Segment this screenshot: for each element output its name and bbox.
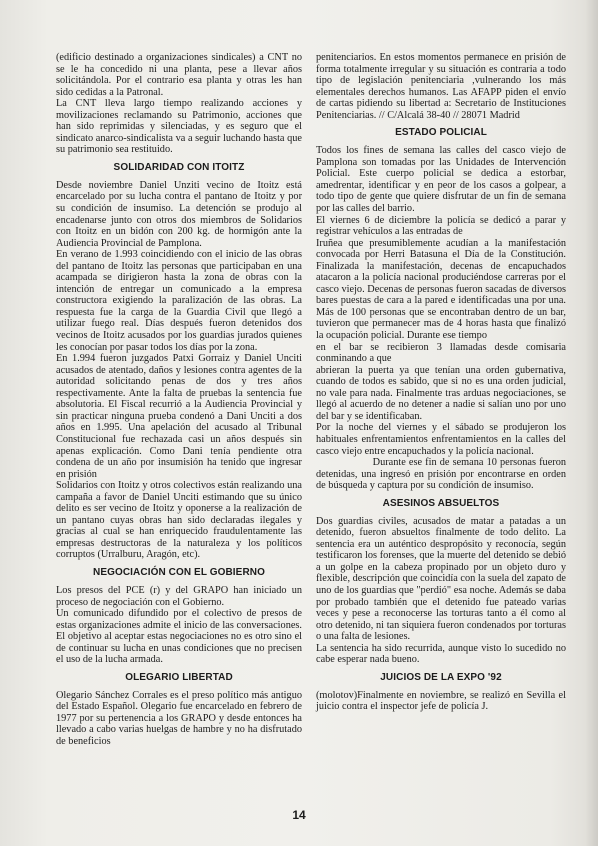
right-paragraph: en el bar se recibieron 3 llamadas desde comisaria conminando a que xyxy=(316,341,566,365)
right-paragraph: Dos guardias civiles, acusados de matar a patadas a un detenido, fueron absueltos finalmente de todo delito. La sentencia era un auténtico despropósito y reconocía, según testificaron los forenses, que la muerte del detenido se debió a un golpe en la cabeza propinado por un objeto duro y flexible, descripción que coincidía con la suela del zapato de uno de los guardias que "perdió" esa noche. Además se daba por probado también que el detenido fue pateado varias veces y pese a reconocerse las torturas tanto a él como al otro detenido, ni tan siquiera fueron condenados por torturas o una falta de lesiones. xyxy=(316,515,566,643)
right-paragraph: La sentencia ha sido recurrida, aunque visto lo sucedido no cabe esperar nada bueno. xyxy=(316,642,566,666)
left-paragraph: (edificio destinado a organizaciones sindicales) a CNT no se le ha concedido ni una planta, pese a llevar años solicitándola. Por el contrario esa planta y otras les han sido cedidas a la Patronal. xyxy=(56,52,302,98)
page-number: 14 xyxy=(292,808,306,822)
left-paragraph: En 1.994 fueron juzgados Patxi Gorraiz y Daniel Unciti acusados de atentado, daños y lesiones contra agentes de la autoridad solicitando penas de dos y tres años respectivamente. Ante la falta de pruebas la sentencia fue absolutoria. El Fiscal recurrió a la Audiencia Provincial y sin practicar ninguna prueba condenó a Dani Unciti a dos años en 1.995. Una apelación del acusado al Tribunal Constitucional fue rechazada casi un años después sin apenas explicación. Como Dani tenía pendiente otra condena de un año por insumisión ha tenido que ingresar en prisión xyxy=(56,353,302,480)
left-paragraph: La CNT lleva largo tiempo realizando acciones y movilizaciones reclamando su Patrimonio, acciones que han sido reprimidas y silenciadas, y es seguro que el sindicato anarco-sindicalista va a seguir luchando hasta que su patrimonio sea restituido. xyxy=(56,98,302,156)
left-section-heading: NEGOCIACIÓN CON EL GOBIERNO xyxy=(93,566,265,578)
right-paragraph: abrieran la puerta ya que tenían una orden gubernativa, cuando de todos es sabido, que si no es una orden judicial, no vale para nada. Finalmente tras arduas negociaciones, se llegó al acuerdo de no detener a nadie si salían uno por uno del bar y se identificaban. xyxy=(316,364,566,422)
right-paragraph: El viernes 6 de diciembre la policía se dedicó a parar y registrar vehículos a las entradas de xyxy=(316,214,566,238)
left-paragraph: Olegario Sánchez Corrales es el preso político más antiguo del Estado Español. Olegario fue encarcelado en febrero de 1977 por su pertenencia a los GRAPO y desde entonces ha llevado a cabo varias huelgas de hambre y no ha disfrutado de beneficios xyxy=(56,689,302,747)
right-section-heading: ESTADO POLICIAL xyxy=(395,127,487,139)
left-column xyxy=(56,52,302,748)
right-section-heading: JUICIOS DE LA EXPO '92 xyxy=(380,671,502,683)
right-paragraph: Durante ese fin de semana 10 personas fueron detenidas, una ingresó en prisión por encontrarse en orden de búsqueda y captura por su condición de insumiso. xyxy=(316,457,566,492)
right-paragraph: Todos los fines de semana las calles del casco viejo de Pamplona son tomadas por las Unidades de Intervención Policial. Este cuerpo policial se dedica a estorbar, amedrentar, identificar y en peor de los casos a golpear, a todo tipo de gente que quiere disfrutar de un fin de semana por las calles del barrio. xyxy=(316,145,566,215)
left-paragraph: Solidarios con Itoitz y otros colectivos están realizando una campaña a favor de Daniel Unciti estimando que su único delito es ser vecino de Itoitz y oponerse a la realización de un pantano cuyas obras han sido declaradas ilegales y gracias al cual se han enriquecido fraudulentamente las empresas destructoras de la naturaleza y los políticos corruptos (Urralburu, Aragón, etc). xyxy=(56,480,302,561)
page-edge-shadow xyxy=(585,0,598,846)
right-paragraph: (molotov)Finalmente en noviembre, se realizó en Sevilla el juicio contra el inspector jefe de policía J. xyxy=(316,689,566,713)
left-paragraph: Desde noviembre Daniel Unziti vecino de Itoitz está encarcelado por su lucha contra el pantano de Itoitz y por su condición de insumiso. La detención se produjo al encadenarse junto con otros dos miembros de Solidarios con Itoitz en un bidón con 200 kg. de hormigón ante la Audiencia Provincial de Pamplona. xyxy=(56,179,302,249)
left-paragraph: Un comunicado difundido por el colectivo de presos de estas organizaciones admite el inicio de las conversaciones. El objetivo al aceptar estas negociaciones no es otro sino el de continuar su lucha en unas condiciones que no precisen el uso de la lucha armada. xyxy=(56,608,302,666)
right-paragraph: Por la noche del viernes y el sábado se produjeron los habituales enfrentamientos enfrentamientos en la calles del casco viejo entre encapuchados y la policía nacional. xyxy=(316,422,566,457)
right-paragraph: penitenciarios. En estos momentos permanece en prisión de forma totalmente irregular y su situación es contraria a todo tipo de legislación penitenciaria ,vulnerando los más elementales derechos humanos. Las AFAPP piden el envío de cartas pidiendo su libertad a: Secretario de Instituciones Penitenciarias. // C/Alcalá 38-40 // 28071 Madrid xyxy=(316,52,566,121)
left-paragraph: Los presos del PCE (r) y del GRAPO han iniciado un proceso de negociación con el Gobierno. xyxy=(56,584,302,608)
left-section-heading: OLEGARIO LIBERTAD xyxy=(125,671,233,683)
right-column xyxy=(316,52,566,713)
right-section-heading: ASESINOS ABSUELTOS xyxy=(382,497,500,509)
left-section-heading: SOLIDARIDAD CON ITOITZ xyxy=(113,161,245,173)
right-paragraph: Iruñea que presumiblemente acudían a la manifestación convocada por Herri Batasuna el Día de la Constitución. Finalizada la manifestación, decenas de encapuchados atacaron a la policía nacional produciéndose carreras por el casco viejo. Decenas de personas fueron sacadas de diversos bares puestas de cara a la pared e identificadas una por una. Más de 100 personas que se encontraban dentro de un bar, tuvieron que permanecer mas de 4 horas hasta que finalizó la ocupación policial. Durante ese tiempo xyxy=(316,237,566,342)
left-paragraph: En verano de 1.993 coincidiendo con el inicio de las obras del pantano de Itoitz las personas que participaban en una acampada se dirigieron hasta la zona de obras con la intención de entregar un comunicado a la empresa constructora exigiendo la paralización de las obras. La respuesta fue la carga de la Guardia Civil que llegó a utilizar fuego real. Días después fueron detenidos dos vecinos de Itoitz acusados por los guardias jurados quienes les conocían por pasar todos los días por la zona. xyxy=(56,249,302,353)
